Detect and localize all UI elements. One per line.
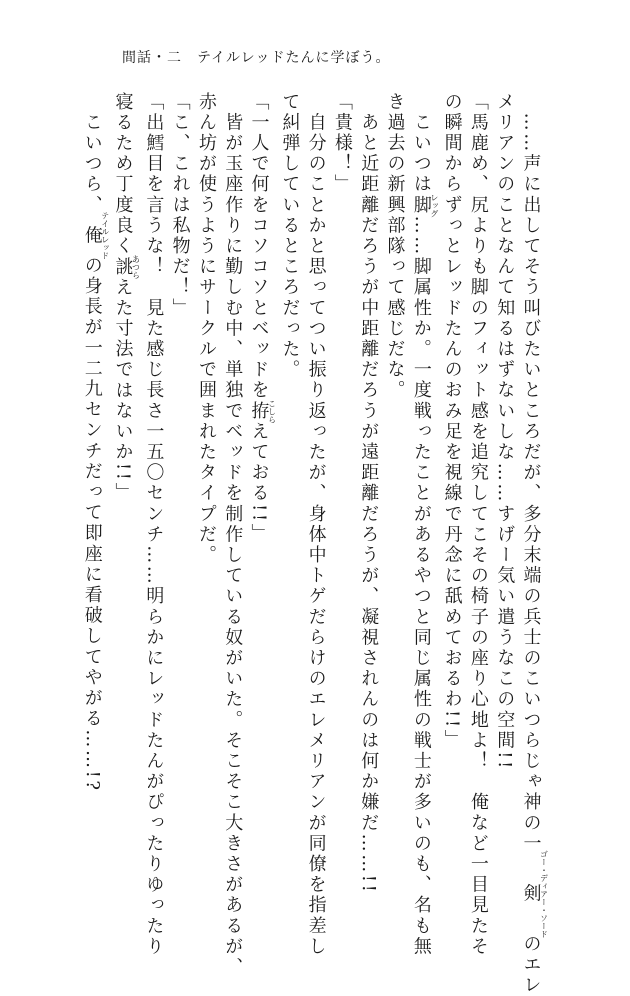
text-line: こいつら、俺テイルレッドの身長が一二九センチだって即座に看破してやがる……!?: [81, 92, 110, 793]
text-line: 赤ん坊が使うようにサークルで囲まれたタイプだ。: [195, 92, 217, 566]
ruby-annotation: 誂あつら: [112, 255, 141, 280]
ruby-annotation: 脚レッグ: [410, 193, 439, 218]
text-line: 「貴様！」: [331, 92, 353, 195]
text-line: 皆が玉座作りに勤しむ中、単独でベッドを制作している奴がいた。そこそこ大きさがあるが、: [222, 92, 244, 978]
text-line: き過去の新興部隊って感じだな。: [384, 92, 406, 401]
text-line: 寝るため丁度良く誂あつらえた寸法ではないか!!」: [112, 92, 141, 504]
text-line: て糾弾しているところだった。: [279, 92, 301, 381]
ruby-annotation: 拵こしら: [248, 399, 277, 424]
ruby-annotation: 剣ゴー・ディアー・ソード: [520, 850, 549, 939]
text-line: 「馬鹿め、尻よりも脚のフィット感を追究してこその椅子の座り心地よ！ 俺など一目見たそ: [467, 92, 489, 958]
text-line: 「出鱈目を言うな！ 見た感じ長さ一五〇センチ……明らかにレッドたんがぴったりゆったり: [143, 92, 165, 958]
ruby-annotation: 俺テイルレッド: [81, 211, 110, 260]
text-line: 自分のことかと思ってつい振り返ったが、身体中トゲだらけのエレメリアンが同僚を指差し: [305, 92, 327, 958]
page-header: 間話・二 テイルレッドたんに学ぼう。: [122, 50, 391, 66]
text-line: あと近距離だろうが中距離だろうが遠距離だろうが、凝視されんのは何か嫌だ……!!: [358, 92, 380, 895]
text-line: ……声に出してそう叫びたいところだが、多分末端の兵士のこいつらじゃ神の一剣ゴー・ディアー・ソードのエレ: [520, 92, 549, 996]
text-line: 「一人で何をコソコソとベッドを拵こしらえておる!!」: [248, 92, 277, 545]
text-line: の瞬間からずっとレッドたんのおみ足を視線で丹念に舐めておるわ!!」: [441, 92, 463, 751]
text-line: こいつは脚レッグ……脚属性か。一度戦ったことがあるやつと同じ属性の戦士が多いのも、名も無: [410, 92, 439, 958]
text-line: メリアンのことなんて知るはずないしな……すげー気い遣うなこの空間!!: [494, 92, 516, 771]
vertical-text-body: [68, 92, 549, 996]
text-line: 「こ、これは私物だ！」: [169, 92, 191, 319]
